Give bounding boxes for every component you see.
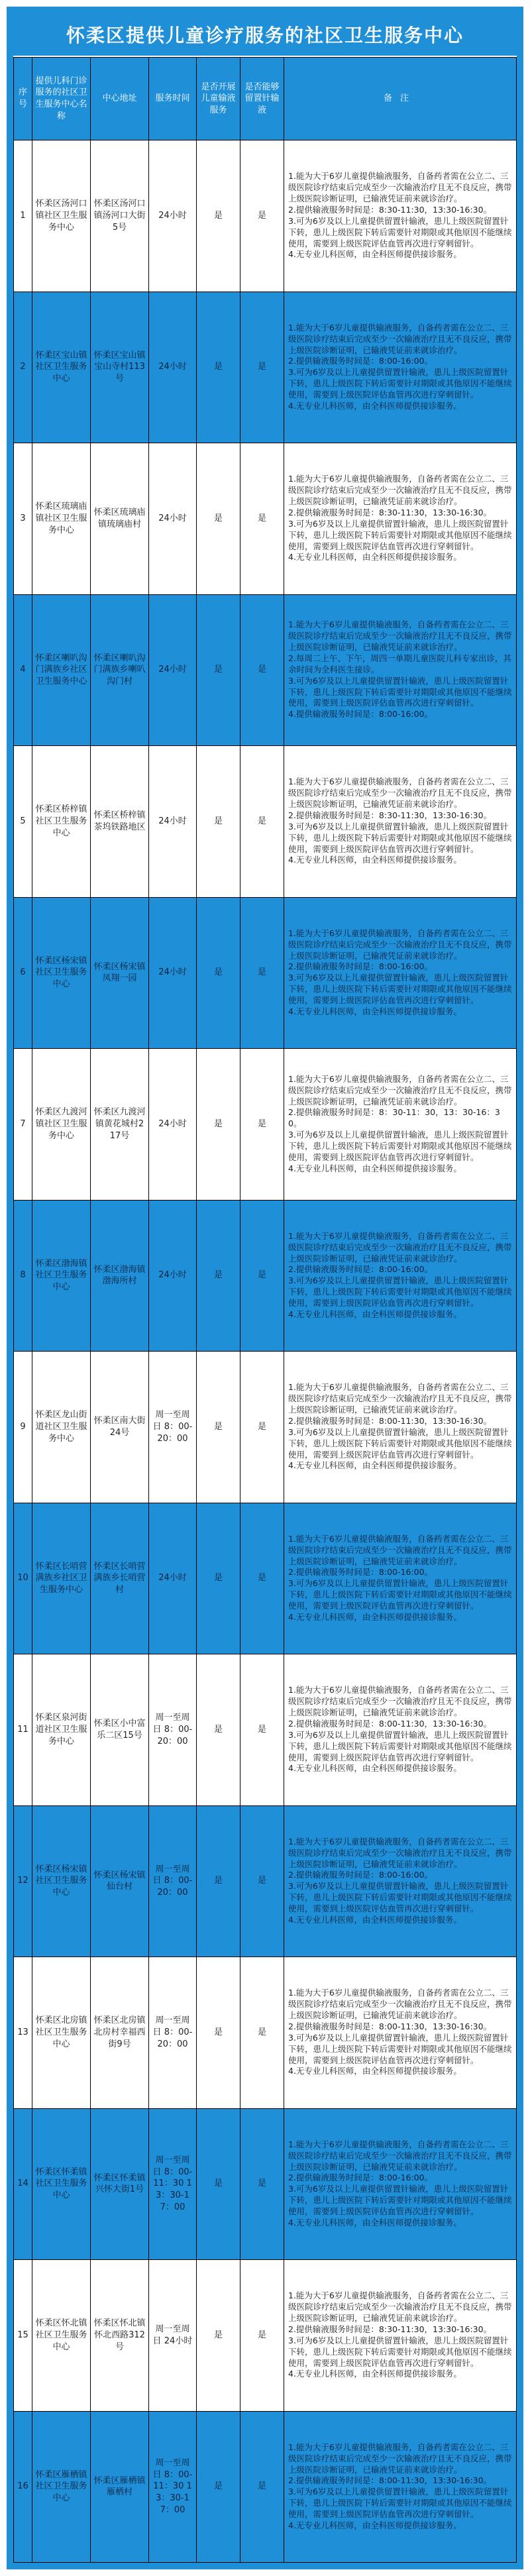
cell-hours: 周一至周日 8：00-20：00 bbox=[149, 1957, 197, 2109]
cell-name: 怀柔区宝山镇社区卫生服务中心 bbox=[32, 292, 91, 443]
cell-no: 9 bbox=[14, 1352, 32, 1503]
note-line: 3.可为6岁及以上儿童提供留置针输液，患儿上级医院留置针下转，患儿上级医院下转后需要针对期限或其他原因不能继续使用，需要到上级医院评估血管再次进行穿刺留针。 bbox=[288, 1275, 512, 1308]
cell-infusion: 是 bbox=[197, 1503, 240, 1654]
note-line: 3.可为6岁及以上儿童提供留置针输液，患儿上级医院留置针下转，患儿上级医院下转后需要针对期限或其他原因不能继续使用，需要到上级医院评估血管再次进行穿刺留针。 bbox=[288, 1881, 512, 1913]
cell-infusion: 是 bbox=[197, 1957, 240, 2109]
note-line: 2.提供输液服务时间是：8:00-16:00。 bbox=[288, 356, 433, 366]
note-line: 3.可为6岁及以上儿童提供留置针输液，患儿上级医院留置针下转，患儿上级医院下转后需要针对期限或其他原因不能继续使用，需要到上级医院评估血管再次进行穿刺留针。 bbox=[288, 518, 512, 551]
cell-hours: 周一至周日 8：00-20：00 bbox=[149, 1805, 197, 1957]
note-line: 4.无专业儿科医师，由全科医师提供接诊服务。 bbox=[288, 1763, 462, 1774]
note-line: 2.提供输液服务时间是：8:00-11:30，13:30-16:30。 bbox=[288, 1718, 492, 1729]
cell-notes bbox=[284, 1049, 517, 1201]
cell-name: 怀柔区杨宋镇社区卫生服务中心 bbox=[32, 897, 91, 1049]
cell-hours: 24小时 bbox=[149, 746, 197, 898]
cell-no: 15 bbox=[14, 2260, 32, 2412]
note-line: 2.提供输液服务时间是：8:00-16:00。 bbox=[288, 1567, 433, 1578]
note-line: 3.可为6岁及以上儿童提供留置针输液，患儿上级医院留置针下转，患儿上级医院下转后需要针对期限或其他原因不能继续使用，需要到上级医院评估血管再次进行穿刺留针。 bbox=[288, 1426, 512, 1460]
cell-no: 13 bbox=[14, 1957, 32, 2109]
note-line: 3.可为6岁及以上儿童提供留置针输液，患儿上级医院留置针下转，患儿上级医院下转后需要针对期限或其他原因不能继续使用，需要到上级医院评估血管再次进行穿刺留针。 bbox=[288, 973, 512, 1005]
cell-no: 16 bbox=[14, 2411, 32, 2563]
cell-notes bbox=[284, 1654, 517, 1806]
note-line: 4.无专业儿科医师，由全科医师提供接诊服务。 bbox=[288, 855, 462, 865]
cell-infusion: 是 bbox=[197, 2260, 240, 2412]
note-line: 1.能为大于6岁儿童提供输液服务，自备药者需在公立二、三级医院诊疗结束后完成至少一次输液治疗且无不良反应，携带上级医院诊断证明，已输液凭证前来就诊治疗。 bbox=[288, 1073, 512, 1106]
note-line: 1.能为大于6岁儿童提供输液服务，自备药者需在公立二、三级医院诊疗结束后完成至少一次输液治疗且无不良反应，携带上级医院诊断证明，已输液凭证前来就诊治疗。 bbox=[288, 1685, 512, 1717]
note-line: 4.无专业儿科医师，由全科医师提供接诊服务。 bbox=[288, 1163, 462, 1173]
cell-hours: 24小时 bbox=[149, 292, 197, 443]
cell-infusion: 是 bbox=[197, 140, 240, 292]
cell-catheter: 是 bbox=[240, 1503, 284, 1654]
cell-catheter: 是 bbox=[240, 2260, 284, 2412]
note-line: 4.无专业儿科医师，由全科医师提供接诊服务。 bbox=[288, 1460, 462, 1471]
note-line: 2.提供输液服务时间是：8:30-11:30，13:30-16:30。 bbox=[288, 204, 492, 215]
table-row bbox=[14, 897, 517, 1049]
cell-catheter: 是 bbox=[240, 1200, 284, 1352]
cell-address: 怀柔区宝山镇宝山寺村113号 bbox=[91, 292, 149, 443]
cell-name: 怀柔区龙山街道社区卫生服务中心 bbox=[32, 1352, 91, 1503]
cell-name: 怀柔区北房镇社区卫生服务中心 bbox=[32, 1957, 91, 2109]
cell-catheter: 是 bbox=[240, 1654, 284, 1806]
cell-hours: 周一至周日 8：00-11：30 13：30-17：00 bbox=[149, 2411, 197, 2563]
note-line: 2.提供输液服务时间是：8:00-16:00。 bbox=[288, 1870, 433, 1880]
table-row bbox=[14, 1200, 517, 1352]
cell-name: 怀柔区桥梓镇社区卫生服务中心 bbox=[32, 746, 91, 898]
cell-notes bbox=[284, 1352, 517, 1503]
cell-notes bbox=[284, 1805, 517, 1957]
cell-notes bbox=[284, 443, 517, 595]
cell-catheter: 是 bbox=[240, 1957, 284, 2109]
cell-no: 2 bbox=[14, 292, 32, 443]
cell-infusion: 是 bbox=[197, 2108, 240, 2260]
table-row bbox=[14, 2260, 517, 2412]
cell-catheter: 是 bbox=[240, 1805, 284, 1957]
note-line: 4.无专业儿科医师，由全科医师提供接诊服务。 bbox=[288, 552, 462, 563]
cell-notes bbox=[284, 2411, 517, 2563]
note-line: 1.能为大于6岁儿童提供输液服务，自备药者需在公立二、三级医院诊疗结束后完成至少一次输液治疗且无不良反应，携带上级医院诊断证明，已输液凭证前来就诊治疗。 bbox=[288, 322, 512, 355]
cell-address: 怀柔区九渡河镇黄花城村217号 bbox=[91, 1049, 149, 1201]
cell-address: 怀柔区杨宋镇凤翔一园 bbox=[91, 897, 149, 1049]
note-line: 4.无专业儿科医师，由全科医师提供接诊服务。 bbox=[288, 400, 462, 411]
note-line: 4.无专业儿科医师，由全科医师提供接诊服务。 bbox=[288, 1309, 462, 1319]
note-line: 3.可为6岁及以上儿童提供留置针输液，患儿上级医院留置针下转，患儿上级医院下转后需要针对期限或其他原因不能继续使用，需要到上级医院评估血管再次进行穿刺留针。 bbox=[288, 1729, 512, 1762]
cell-no: 8 bbox=[14, 1200, 32, 1352]
cell-no: 6 bbox=[14, 897, 32, 1049]
header-address: 中心地址 bbox=[91, 58, 149, 140]
cell-name: 怀柔区渤海镇社区卫生服务中心 bbox=[32, 1200, 91, 1352]
cell-hours: 24小时 bbox=[149, 140, 197, 292]
cell-no: 3 bbox=[14, 443, 32, 595]
cell-name: 怀柔区泉河街道社区卫生服务中心 bbox=[32, 1654, 91, 1806]
cell-catheter: 是 bbox=[240, 140, 284, 292]
cell-infusion: 是 bbox=[197, 292, 240, 443]
header-notes: 备注 bbox=[284, 58, 517, 140]
table-row bbox=[14, 1654, 517, 1806]
cell-hours: 周一至周日 8：00-20：00 bbox=[149, 1654, 197, 1806]
cell-infusion: 是 bbox=[197, 443, 240, 595]
cell-infusion: 是 bbox=[197, 1049, 240, 1201]
cell-hours: 24小时 bbox=[149, 1503, 197, 1654]
cell-notes bbox=[284, 897, 517, 1049]
table-row bbox=[14, 746, 517, 898]
cell-infusion: 是 bbox=[197, 1200, 240, 1352]
cell-catheter: 是 bbox=[240, 443, 284, 595]
cell-hours: 24小时 bbox=[149, 897, 197, 1049]
table-header-row bbox=[14, 58, 517, 140]
note-line: 2.提供输液服务时间是：8:30-11:30，13:30-16:30。 bbox=[288, 2324, 492, 2334]
table-row bbox=[14, 1503, 517, 1654]
note-line: 1.能为大于6岁儿童提供输液服务，自备药者需在公立二、三级医院诊疗结束后完成至少一次输液治疗且无不良反应，携带上级医院诊断证明，已输液凭证前来就诊治疗。 bbox=[288, 777, 512, 809]
cell-catheter: 是 bbox=[240, 292, 284, 443]
note-line: 4.无专业儿科医师，由全科医师提供接诊服务。 bbox=[288, 2217, 462, 2227]
cell-no: 11 bbox=[14, 1654, 32, 1806]
note-line: 1.能为大于6岁儿童提供输液服务，自备药者需在公立二、三级医院诊疗结束后完成至少一次输液治疗且无不良反应，携带上级医院诊断证明，已输液凭证前来就诊治疗。 bbox=[288, 2290, 512, 2323]
note-line: 2.提供输液服务时间是：8:00-16:00。 bbox=[288, 961, 433, 972]
cell-infusion: 是 bbox=[197, 1654, 240, 1806]
cell-no: 10 bbox=[14, 1503, 32, 1654]
cell-address: 怀柔区北房镇北房村幸福西街9号 bbox=[91, 1957, 149, 2109]
page-title: 怀柔区提供儿童诊疗服务的社区卫生服务中心 bbox=[13, 13, 517, 57]
note-line: 2.提供输液服务时间是：8:00-16:00。 bbox=[288, 2173, 433, 2183]
table-row bbox=[14, 443, 517, 595]
cell-catheter: 是 bbox=[240, 1049, 284, 1201]
cell-catheter: 是 bbox=[240, 594, 284, 746]
note-line: 1.能为大于6岁儿童提供输液服务，自备药者需在公立二、三级医院诊疗结束后完成至少一次输液治疗且无不良反应，携带上级医院诊断证明，已输液凭证前来就诊治疗。 bbox=[288, 474, 512, 506]
note-line: 2.提供输液服务时间是：8:00-16:00。 bbox=[288, 1264, 433, 1275]
cell-infusion: 是 bbox=[197, 746, 240, 898]
cell-hours: 周一至周日 8：00-11：30 13：30-17：00 bbox=[149, 2108, 197, 2260]
note-line: 4.提供输液服务时间是：8:00-16:00。 bbox=[288, 709, 433, 720]
cell-notes bbox=[284, 746, 517, 898]
table-row bbox=[14, 140, 517, 292]
note-line: 1.能为大于6岁儿童提供输液服务，自备药者需在公立二、三级医院诊疗结束后完成至少一次输液治疗且无不良反应，携带上级医院诊断证明，已输液凭证前来就诊治疗。 bbox=[288, 1836, 512, 1869]
table-row bbox=[14, 1352, 517, 1503]
note-line: 2.每周二上午、下午，周四一单期儿童医院儿科专家出诊，其余时间为全科医生接诊。 bbox=[288, 653, 511, 674]
note-line: 3.可为6岁及以上儿童提供留置针输液，患儿上级医院留置针下转，患儿上级医院下转后需要针对期限或其他原因不能继续使用，需要到上级医院评估血管再次进行穿刺留针。 bbox=[288, 2487, 512, 2519]
header-no: 序号 bbox=[14, 58, 32, 140]
note-line: 4.无专业儿科医师，由全科医师提供接诊服务。 bbox=[288, 1006, 462, 1016]
cell-name: 怀柔区汤河口镇社区卫生服务中心 bbox=[32, 140, 91, 292]
cell-catheter: 是 bbox=[240, 2108, 284, 2260]
header-name: 提供儿科门诊服务的社区卫生服务中心名称 bbox=[32, 58, 91, 140]
cell-address: 怀柔区汤河口镇汤河口大街5号 bbox=[91, 140, 149, 292]
note-line: 2.提供输液服务时间是：8:30-11:30，13:30-16:30。 bbox=[288, 810, 492, 820]
table-row bbox=[14, 594, 517, 746]
cell-address: 怀柔区怀北镇怀北西路312号 bbox=[91, 2260, 149, 2412]
table-row bbox=[14, 1957, 517, 2109]
cell-address: 怀柔区长哨营满族乡长哨营村 bbox=[91, 1503, 149, 1654]
note-line: 3.可为6岁及以上儿童提供留置针输液，患儿上级医院留置针下转，患儿上级医院下转后需要针对期限或其他原因不能继续使用，需要到上级医院评估血管再次进行穿刺留针。 bbox=[288, 675, 512, 708]
cell-name: 怀柔区怀北镇社区卫生服务中心 bbox=[32, 2260, 91, 2412]
cell-hours: 周一至周日 24小时 bbox=[149, 2260, 197, 2412]
note-line: 2.提供输液服务时间是：8:00-11:30，13:30-16:30。 bbox=[288, 2021, 492, 2031]
note-line: 2.提供输液服务时间是：8：30-11：30，13：30-16：30。 bbox=[288, 1107, 500, 1129]
note-line: 4.无专业儿科医师，由全科医师提供接诊服务。 bbox=[288, 1611, 462, 1622]
cell-address: 怀柔区南大街24号 bbox=[91, 1352, 149, 1503]
cell-notes bbox=[284, 1957, 517, 2109]
note-line: 3.可为6岁及以上儿童提供留置针输液，患儿上级医院留置针下转，患儿上级医院下转后需要针对期限或其他原因不能继续使用，需要到上级医院评估血管再次进行穿刺留针。 bbox=[288, 821, 512, 854]
cell-address: 怀柔区琉璃庙镇琉璃庙村 bbox=[91, 443, 149, 595]
cell-no: 7 bbox=[14, 1049, 32, 1201]
document-frame bbox=[7, 7, 523, 2569]
cell-notes bbox=[284, 292, 517, 443]
cell-address: 怀柔区怀柔镇兴怀大街1号 bbox=[91, 2108, 149, 2260]
note-line: 1.能为大于6岁儿童提供输液服务，自备药者需在公立二、三级医院诊疗结束后完成至少一次输液治疗且无不良反应，携带上级医院诊断证明，已输液凭证前来就诊治疗。 bbox=[288, 2442, 512, 2475]
note-line: 3.可为6岁及以上儿童提供留置针输液，患儿上级医院留置针下转，患儿上级医院下转后需要针对期限或其他原因不能继续使用，需要到上级医院评估血管再次进行穿刺留针。 bbox=[288, 367, 512, 400]
cell-notes bbox=[284, 2260, 517, 2412]
document-inner bbox=[12, 12, 518, 2564]
note-line: 3.可为6岁及以上儿童提供留置针输液，患儿上级医院留置针下转，患儿上级医院下转后需要针对期限或其他原因不能继续使用，需要到上级医院评估血管再次进行穿刺留针。 bbox=[288, 215, 512, 248]
cell-infusion: 是 bbox=[197, 1805, 240, 1957]
note-line: 4.无专业儿科医师，由全科医师提供接诊服务。 bbox=[288, 2520, 462, 2530]
cell-no: 12 bbox=[14, 1805, 32, 1957]
note-line: 1.能为大于6岁儿童提供输液服务，自备药者需在公立二、三级医院诊疗结束后完成至少一次输液治疗且无不良反应，携带上级医院诊断证明，已输液凭证前来就诊治疗。 bbox=[288, 2139, 512, 2172]
cell-notes bbox=[284, 140, 517, 292]
table-body bbox=[14, 140, 517, 2563]
cell-infusion: 是 bbox=[197, 897, 240, 1049]
cell-hours: 24小时 bbox=[149, 1049, 197, 1201]
note-line: 3.可为6岁及以上儿童提供留置针输液，患儿上级医院留置针下转，患儿上级医院下转后需要针对期限或其他原因不能继续使用，需要到上级医院评估血管再次进行穿刺留针。 bbox=[288, 1578, 512, 1611]
note-line: 3.可为6岁及以上儿童提供留置针输液，患儿上级医院留置针下转，患儿上级医院下转后需要针对期限或其他原因不能继续使用，需要到上级医院评估血管再次进行穿刺留针。 bbox=[288, 1130, 512, 1162]
cell-address: 怀柔区渤海镇渤海所村 bbox=[91, 1200, 149, 1352]
cell-name: 怀柔区喇叭沟门满族乡社区卫生服务中心 bbox=[32, 594, 91, 746]
note-line: 3.可为6岁及以上儿童提供留置针输液，患儿上级医院留置针下转，患儿上级医院下转后需要针对期限或其他原因不能继续使用，需要到上级医院评估血管再次进行穿刺留针。 bbox=[288, 2184, 512, 2216]
header-hours: 服务时间 bbox=[149, 58, 197, 140]
cell-notes bbox=[284, 2108, 517, 2260]
cell-name: 怀柔区杨宋镇社区卫生服务中心 bbox=[32, 1805, 91, 1957]
note-line: 1.能为大于6岁儿童提供输液服务，自备药者需在公立二、三级医院诊疗结束后完成至少一次输液治疗且无不良反应，携带上级医院诊断证明，已输液凭证前来就诊治疗。 bbox=[288, 1230, 512, 1263]
note-line: 1.能为大于6岁儿童提供输液服务，自备药者需在公立二、三级医院诊疗结束后完成至少一次输液治疗且无不良反应，携带上级医院诊断证明，已输液凭证前来就诊治疗。 bbox=[288, 171, 512, 203]
cell-address: 怀柔区小中富乐二区15号 bbox=[91, 1654, 149, 1806]
note-line: 2.提供输液服务时间是：8:00-11:30，13:30-16:30。 bbox=[288, 2475, 492, 2486]
cell-name: 怀柔区琉璃庙镇社区卫生服务中心 bbox=[32, 443, 91, 595]
cell-catheter: 是 bbox=[240, 1352, 284, 1503]
cell-address: 怀柔区杨宋镇仙台村 bbox=[91, 1805, 149, 1957]
cell-hours: 24小时 bbox=[149, 594, 197, 746]
cell-hours: 24小时 bbox=[149, 443, 197, 595]
cell-address: 怀柔区桥梓镇茶坞铁路地区 bbox=[91, 746, 149, 898]
cell-address: 怀柔区喇叭沟门满族乡喇叭沟门村 bbox=[91, 594, 149, 746]
cell-infusion: 是 bbox=[197, 1352, 240, 1503]
cell-no: 1 bbox=[14, 140, 32, 292]
cell-no: 14 bbox=[14, 2108, 32, 2260]
cell-no: 4 bbox=[14, 594, 32, 746]
note-line: 1.能为大于6岁儿童提供输液服务，自备药者需在公立二、三级医院诊疗结束后完成至少一次输液治疗且无不良反应，携带上级医院诊断证明，已输液凭证前来就诊治疗。 bbox=[288, 1988, 512, 2020]
note-line: 1.能为大于6岁儿童提供输液服务，自备药者需在公立二、三级医院诊疗结束后完成至少一次输液治疗且无不良反应，携带上级医院诊断证明，已输液凭证前来就诊治疗。 bbox=[288, 928, 512, 961]
note-line: 1.能为大于6岁儿童提供输液服务，自备药者需在公立二、三级医院诊疗结束后完成至少一次输液治疗且无不良反应，携带上级医院诊断证明，已输液凭证前来就诊治疗。 bbox=[288, 619, 512, 653]
cell-catheter: 是 bbox=[240, 746, 284, 898]
cell-notes bbox=[284, 594, 517, 746]
clinic-table bbox=[13, 57, 517, 2563]
note-line: 4.无专业儿科医师，由全科医师提供接诊服务。 bbox=[288, 2066, 462, 2076]
note-line: 4.无专业儿科医师，由全科医师提供接诊服务。 bbox=[288, 1914, 462, 1925]
cell-notes bbox=[284, 1200, 517, 1352]
cell-hours: 周一至周日 8：00-20：00 bbox=[149, 1352, 197, 1503]
note-line: 1.能为大于6岁儿童提供输液服务，自备药者需在公立二、三级医院诊疗结束后完成至少一次输液治疗且无不良反应，携带上级医院诊断证明，已输液凭证前来就诊治疗。 bbox=[288, 1533, 512, 1566]
note-line: 3.可为6岁及以上儿童提供留置针输液，患儿上级医院留置针下转，患儿上级医院下转后需要针对期限或其他原因不能继续使用，需要到上级医院评估血管再次进行穿刺留针。 bbox=[288, 2032, 512, 2065]
note-line: 4.无专业儿科医师，由全科医师提供接诊服务。 bbox=[288, 249, 462, 260]
cell-hours: 24小时 bbox=[149, 1200, 197, 1352]
cell-address: 怀柔区雁栖镇雁栖村 bbox=[91, 2411, 149, 2563]
cell-catheter: 是 bbox=[240, 897, 284, 1049]
note-line: 1.能为大于6岁儿童提供输液服务，自备药者需在公立二、三级医院诊疗结束后完成至少一次输液治疗且无不良反应，携带上级医院诊断证明，已输液凭证前来就诊治疗。 bbox=[288, 1382, 512, 1415]
cell-infusion: 是 bbox=[197, 594, 240, 746]
note-line: 4.无专业儿科医师，由全科医师提供接诊服务。 bbox=[288, 2369, 462, 2379]
note-line: 3.可为6岁及以上儿童提供留置针输液，患儿上级医院留置针下转，患儿上级医院下转后需要针对期限或其他原因不能继续使用，需要到上级医院评估血管再次进行穿刺留针。 bbox=[288, 2335, 512, 2368]
cell-name: 怀柔区雁栖镇社区卫生服务中心 bbox=[32, 2411, 91, 2563]
cell-name: 怀柔区九渡河镇社区卫生服务中心 bbox=[32, 1049, 91, 1201]
table-row bbox=[14, 2411, 517, 2563]
cell-name: 怀柔区怀柔镇社区卫生服务中心 bbox=[32, 2108, 91, 2260]
cell-name: 怀柔区长哨营满族乡社区卫生服务中心 bbox=[32, 1503, 91, 1654]
cell-catheter: 是 bbox=[240, 2411, 284, 2563]
header-infusion: 是否开展儿童输液服务 bbox=[197, 58, 240, 140]
table-row bbox=[14, 1049, 517, 1201]
cell-notes bbox=[284, 1503, 517, 1654]
note-line: 2.提供输液服务时间是：8:00-11:30，13:30-16:30。 bbox=[288, 1415, 492, 1426]
cell-no: 5 bbox=[14, 746, 32, 898]
note-line: 2.提供输液服务时间是：8:30-11:30，13:30-16:30。 bbox=[288, 507, 492, 517]
table-row bbox=[14, 2108, 517, 2260]
cell-infusion: 是 bbox=[197, 2411, 240, 2563]
header-catheter: 是否能够留置针输液 bbox=[240, 58, 284, 140]
table-row bbox=[14, 1805, 517, 1957]
table-row bbox=[14, 292, 517, 443]
